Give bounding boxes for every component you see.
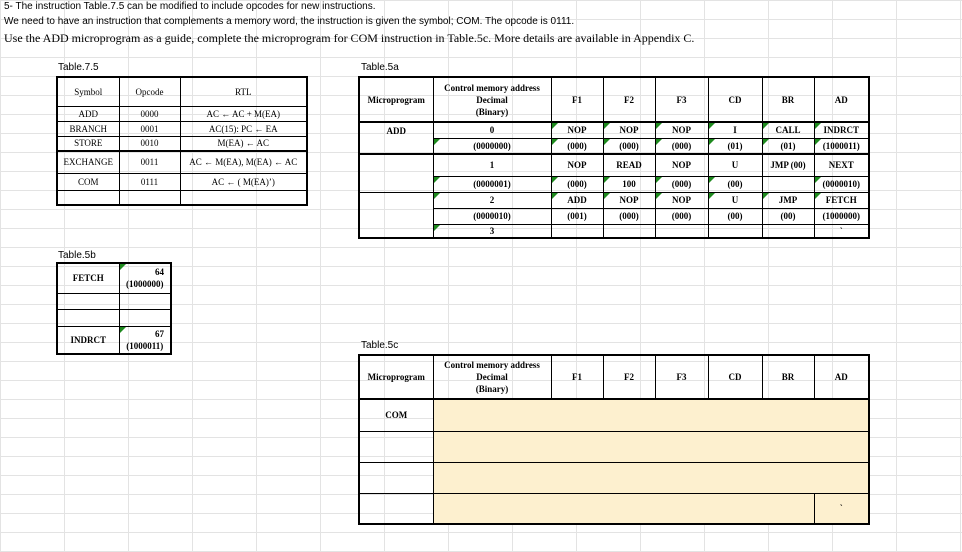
table5a-cell[interactable]: NOP: [551, 122, 603, 138]
fetch-binary: (1000000): [126, 279, 164, 290]
table5a-header-br[interactable]: BR: [762, 77, 814, 122]
table5a-microprogram-add[interactable]: ADD: [359, 122, 433, 154]
table5a-cell[interactable]: NOP: [603, 192, 655, 208]
table75-cell[interactable]: BRANCH: [57, 121, 119, 136]
table5a-cell[interactable]: (1000011): [814, 138, 869, 154]
table5a-empty-cell[interactable]: [551, 224, 603, 238]
table75-cell[interactable]: M(EA) ← AC: [180, 136, 307, 151]
table5b-caption: Table.5b: [58, 250, 96, 261]
question-line-2: We need to have an instruction that complements a memory word, the instruction is given the symbol; COM. The opcode is 0111.: [4, 16, 575, 27]
indrct-address[interactable]: [119, 326, 171, 354]
table5a-header-address[interactable]: [433, 77, 551, 122]
table5a-cell[interactable]: (000): [551, 138, 603, 154]
table5a-cell[interactable]: (000): [603, 138, 655, 154]
table75-cell[interactable]: 0111: [119, 173, 180, 190]
decimal-label: Decimal: [476, 372, 508, 382]
binary-label: (Binary): [475, 384, 509, 394]
table5c-empty-cell[interactable]: [359, 493, 433, 524]
answer-row-1[interactable]: [433, 399, 869, 431]
table75-cell[interactable]: EXCHANGE: [57, 151, 119, 173]
table5c-empty-cell[interactable]: [359, 462, 433, 493]
table5a-header-f1[interactable]: F1: [551, 77, 603, 122]
table5a-cell[interactable]: (00): [708, 176, 762, 192]
table5a-empty-cell[interactable]: [655, 224, 708, 238]
table5c-caption: Table.5c: [361, 340, 399, 351]
question-line-3: Use the ADD microprogram as a guide, complete the microprogram for COM instruction in Table.5c. More details are available in Appendix C.: [4, 31, 695, 45]
table5a-cell[interactable]: NOP: [655, 122, 708, 138]
binary-label: (Binary): [475, 106, 509, 117]
table5b-empty-cell[interactable]: [57, 309, 119, 326]
table5a: [358, 76, 870, 239]
table5a-cell[interactable]: (000): [551, 176, 603, 192]
table75-caption: Table.7.5: [58, 62, 99, 73]
table5a-header-cd[interactable]: CD: [708, 77, 762, 122]
table5a-caption: Table.5a: [361, 62, 399, 73]
table5c-empty-cell[interactable]: [359, 431, 433, 462]
table5a-cell[interactable]: ADD: [551, 192, 603, 208]
indrct-binary: (1000011): [126, 340, 164, 351]
table5a-header-microprogram[interactable]: Microprogram: [359, 77, 433, 122]
table5a-cell[interactable]: I: [708, 122, 762, 138]
table5a-cell[interactable]: 3: [433, 224, 551, 238]
table5a-empty-cell[interactable]: [762, 224, 814, 238]
table5a-cell[interactable]: NOP: [603, 122, 655, 138]
table5a-empty-cell[interactable]: [708, 224, 762, 238]
table5a-cell[interactable]: 0: [433, 122, 551, 138]
table75-cell[interactable]: 0011: [119, 151, 180, 173]
table5a-cell[interactable]: (0000000): [433, 138, 551, 154]
table5c-header-br[interactable]: BR: [762, 355, 814, 399]
table5c-header-f1[interactable]: F1: [551, 355, 603, 399]
table75-empty-cell[interactable]: [180, 190, 307, 205]
table5b-empty-cell[interactable]: [57, 293, 119, 309]
table5a-cell[interactable]: (01): [762, 138, 814, 154]
table5a-cell[interactable]: NEXT: [814, 154, 869, 176]
table5a-cell[interactable]: 1: [433, 154, 551, 176]
decimal-label: Decimal: [476, 94, 508, 105]
table5c-header-f3[interactable]: F3: [655, 355, 708, 399]
table75-cell[interactable]: AC ← AC + M(EA): [180, 106, 307, 121]
table5c-header-microprogram[interactable]: Microprogram: [359, 355, 433, 399]
table5a-cell[interactable]: NOP: [655, 192, 708, 208]
table5a-cell[interactable]: `: [814, 224, 869, 238]
fetch-decimal: 64: [155, 267, 164, 278]
table5b: [56, 262, 172, 355]
table5a-empty-cell[interactable]: [603, 224, 655, 238]
answer-row-4-ad[interactable]: `: [814, 493, 869, 524]
table5a-cell[interactable]: (01): [708, 138, 762, 154]
table5a-cell[interactable]: 2: [433, 192, 551, 208]
table5a-cell[interactable]: (000): [655, 176, 708, 192]
table75-cell[interactable]: COM: [57, 173, 119, 190]
table5c: [358, 354, 870, 525]
table75-header-symbol[interactable]: Symbol: [57, 77, 119, 106]
table5a-cell[interactable]: (001): [551, 208, 603, 224]
fetch-address[interactable]: [119, 263, 171, 293]
table5a-cell[interactable]: (0000001): [433, 176, 551, 192]
table5a-cell[interactable]: JMP (00): [762, 154, 814, 176]
table5a-cell[interactable]: (0000010): [814, 176, 869, 192]
table5a-cell[interactable]: NOP: [551, 154, 603, 176]
table5a-cell[interactable]: [762, 176, 814, 192]
answer-row-2[interactable]: [433, 431, 869, 462]
table75-cell[interactable]: STORE: [57, 136, 119, 151]
table75-cell[interactable]: 0000: [119, 106, 180, 121]
table5a-cell[interactable]: INDRCT: [814, 122, 869, 138]
table5a-cell[interactable]: U: [708, 192, 762, 208]
table75-header-opcode[interactable]: Opcode: [119, 77, 180, 106]
answer-row-4[interactable]: [433, 493, 814, 524]
table5a-cell[interactable]: U: [708, 154, 762, 176]
table75-empty-cell[interactable]: [119, 190, 180, 205]
table75-cell[interactable]: AC ← M(EA), M(EA) ← AC: [180, 151, 307, 173]
table5a-cell[interactable]: CALL: [762, 122, 814, 138]
answer-row-3[interactable]: [433, 462, 869, 493]
table5a-header-f3[interactable]: F3: [655, 77, 708, 122]
table5a-empty-cell[interactable]: [359, 192, 433, 238]
cma-label: Control memory address: [444, 360, 540, 370]
table5a-header-f2[interactable]: F2: [603, 77, 655, 122]
table75-empty-cell[interactable]: [57, 190, 119, 205]
fetch-label[interactable]: FETCH: [57, 263, 119, 293]
table5a-cell[interactable]: FETCH: [814, 192, 869, 208]
table5a-cell[interactable]: (000): [655, 208, 708, 224]
indrct-decimal: 67: [155, 328, 164, 339]
table5c-header-f2[interactable]: F2: [603, 355, 655, 399]
table5a-cell[interactable]: NOP: [655, 154, 708, 176]
table5a-cell[interactable]: (0000010): [433, 208, 551, 224]
table75-header-rtl[interactable]: RTL: [180, 77, 307, 106]
table5a-cell[interactable]: JMP: [762, 192, 814, 208]
table5a-cell[interactable]: (1000000): [814, 208, 869, 224]
table75-cell[interactable]: 0010: [119, 136, 180, 151]
table5a-header-ad[interactable]: AD: [814, 77, 869, 122]
table5a-cell[interactable]: 100: [603, 176, 655, 192]
table75-cell[interactable]: 0001: [119, 121, 180, 136]
table5a-cell[interactable]: (000): [603, 208, 655, 224]
question-line-1: 5- The instruction Table.7.5 can be modified to include opcodes for new instructions.: [4, 1, 376, 12]
table5b-empty-cell[interactable]: [119, 309, 171, 326]
table5c-microprogram-com[interactable]: COM: [359, 399, 433, 431]
table75-cell[interactable]: AC(15): PC ← EA: [180, 121, 307, 136]
table5c-header-address[interactable]: [433, 355, 551, 399]
table5a-cell[interactable]: (00): [708, 208, 762, 224]
table5c-header-ad[interactable]: AD: [814, 355, 869, 399]
table5c-header-cd[interactable]: CD: [708, 355, 762, 399]
table5a-cell[interactable]: READ: [603, 154, 655, 176]
table5a-cell[interactable]: (000): [655, 138, 708, 154]
table75-cell[interactable]: AC ← ( M(EA)’): [180, 173, 307, 190]
table5b-empty-cell[interactable]: [119, 293, 171, 309]
table5a-empty-cell[interactable]: [359, 154, 433, 192]
table5a-cell[interactable]: (00): [762, 208, 814, 224]
cma-label: Control memory address: [444, 82, 540, 93]
table75: [56, 76, 308, 206]
indrct-label[interactable]: INDRCT: [57, 326, 119, 354]
table75-cell[interactable]: ADD: [57, 106, 119, 121]
